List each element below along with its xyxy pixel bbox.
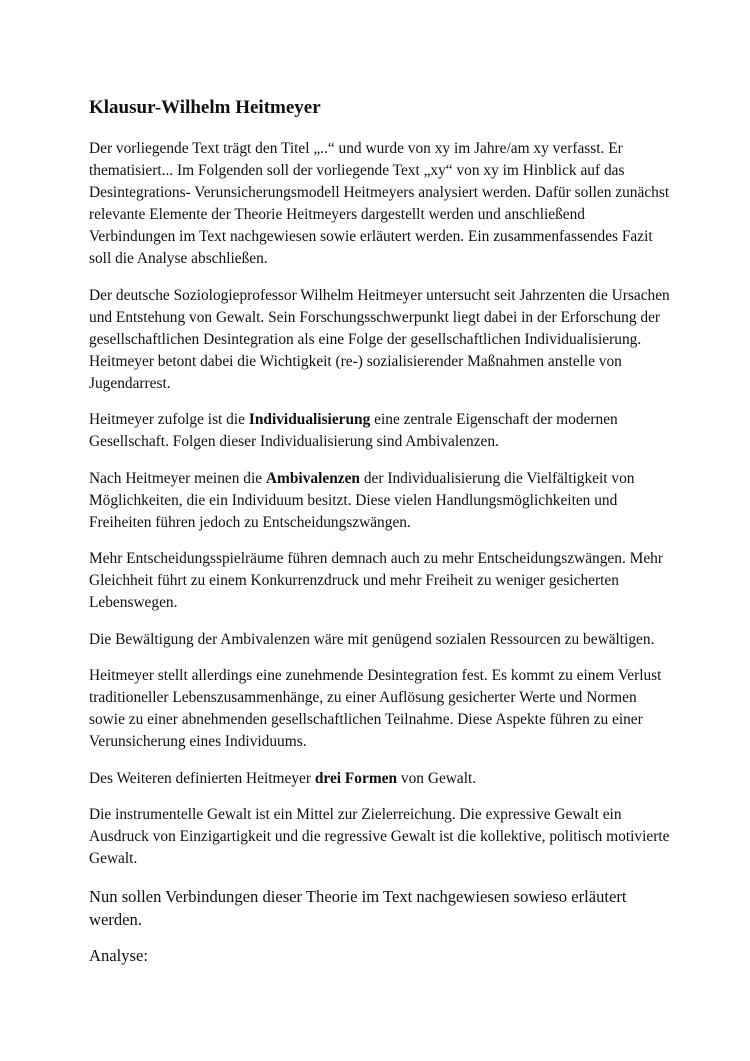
- paragraph-ambivalenzen: [89, 468, 671, 534]
- paragraph-author-background: Der deutsche Soziologieprofessor Wilhelm Heitmeyer untersucht seit Jahrzenten die Ursachen und Entstehung von Gewalt. Sein Forschungsschwerpunkt liegt dabei in der Erforschung der gesellschaftlichen Desintegration als eine Folge der gesellschaftlichen Individualisierung. Heitmeyer betont dabei die Wichtigkeit (re-) sozialisierender Maßnahmen anstelle von Jugendarrest.: [89, 286, 670, 392]
- paragraph-gewaltformen: Die instrumentelle Gewalt ist ein Mittel zur Zielerreichung. Die expressive Gewalt ein Ausdruck von Einzigartigkeit und die regressive Gewalt ist die kollektive, politisch motivierte Gewalt.: [89, 806, 670, 867]
- bold-term-ambivalenzen: Ambivalenzen: [265, 469, 360, 487]
- bold-term-individualisierung: Individualisierung: [248, 411, 371, 428]
- paragraph-desintegration: Heitmeyer stellt allerdings eine zunehmende Desintegration fest. Es kommt zu einem Verlust traditioneller Lebenszusammenhänge, zu einer Auflösung gesicherter Werte und Normen sowie zu einer abnehmenden gesellschaftlichen Teilnahme. Diese Aspekte führen zu einer Verunsicherung eines Individuums.: [89, 667, 662, 750]
- paragraph-text: Nach Heitmeyer meinen die: [89, 469, 266, 487]
- document-title: Klausur-Wilhelm Heitmeyer: [89, 97, 321, 118]
- paragraph-entscheidungsspielraeume: Mehr Entscheidungsspielräume führen demnach auch zu mehr Entscheidungszwängen. Mehr Gleichheit führt zu einem Konkurrenzdruck und mehr Freiheit zu weniger gesicherten Lebenswegen.: [89, 550, 663, 611]
- bold-term-drei-formen: drei Formen: [314, 769, 398, 787]
- paragraph-text: Des Weiteren definierten Heitmeyer: [89, 769, 315, 787]
- paragraph-introduction: Der vorliegende Text trägt den Titel „..“ und wurde von xy im Jahre/am xy verfasst. Er thematisiert... Im Folgenden soll der vorliegende Text „xy“ von xy im Hinblick auf das Desintegrations- Verunsicherungsmodell Heitmeyers analysiert werden. Dafür sollen zunächst relevante Elemente der Theorie Heitmeyers dargestellt werden und anschließend Verbindungen im Text nachgewiesen sowie erläutert werden. Ein zusammenfassendes Fazit soll die Analyse abschließen.: [89, 140, 670, 267]
- paragraph-bewaeltigung: Die Bewältigung der Ambivalenzen wäre mit genügend sozialen Ressourcen zu bewältigen.: [89, 630, 655, 648]
- paragraph-gewaltformen-intro: [89, 768, 671, 790]
- paragraph-individualisierung: [89, 409, 671, 453]
- analysis-heading: Analyse:: [89, 945, 148, 965]
- paragraph-text: Heitmeyer zufolge ist die: [89, 411, 249, 428]
- paragraph-text: von Gewalt.: [397, 769, 477, 787]
- paragraph-text: eine zentrale Eigenschaft der modernen Gesellschaft. Folgen dieser Individualisierung sind Ambivalenzen.: [89, 411, 618, 450]
- paragraph-text: der Individualisierung die Vielfältigkeit von Möglichkeiten, die ein Individuum besitzt. Diese vielen Handlungsmöglichkeiten und Freiheiten führen jedoch zu Entscheidungszwängen.: [89, 469, 635, 531]
- paragraph-transition: Nun sollen Verbindungen dieser Theorie im Text nachgewiesen sowieso erläutert werden.: [89, 886, 627, 929]
- document-page: [89, 96, 671, 980]
